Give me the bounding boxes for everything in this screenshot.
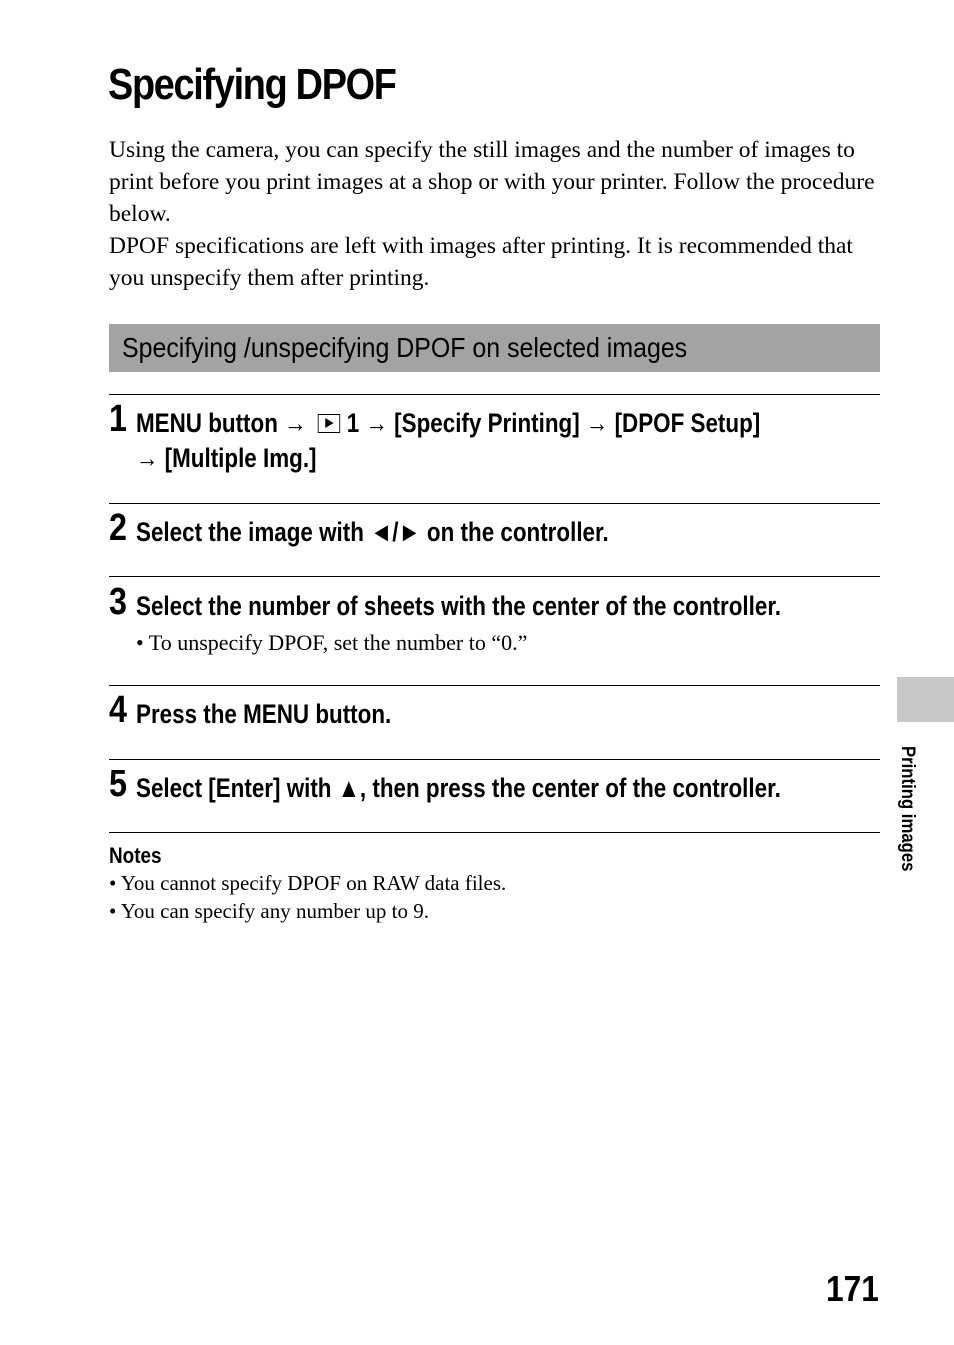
step-number: 4 <box>109 689 127 731</box>
divider <box>109 576 880 577</box>
intro-paragraph: DPOF specifications are left with images after printing. It is recommended that you unspecify them after printing. <box>109 233 853 291</box>
step-5 <box>109 765 880 825</box>
menu-button-label: MENU button <box>136 408 278 438</box>
divider <box>109 503 880 504</box>
divider <box>109 832 880 833</box>
step-text: Press the MENU button. <box>136 699 392 729</box>
step-text: Select the image with ◄/► on the controller. <box>136 517 609 547</box>
section-heading <box>109 324 880 372</box>
multiple-img-label: [Multiple Img.] <box>164 443 317 473</box>
note-item: • You cannot specify DPOF on RAW data files. <box>109 871 507 895</box>
side-tab-marker <box>897 677 954 722</box>
step-text: Select the number of sheets with the center of the controller. <box>136 591 782 621</box>
step-text <box>136 406 900 476</box>
step-text: Select [Enter] with ▲, then press the center of the controller. <box>136 773 781 803</box>
note-item: • You can specify any number up to 9. <box>109 899 429 923</box>
step-number: 3 <box>109 581 127 623</box>
arrow: → <box>585 408 609 438</box>
arrow: → <box>136 443 159 473</box>
step-3 <box>109 583 880 628</box>
playback-menu-icon <box>318 414 340 433</box>
page-number: 171 <box>826 1268 879 1309</box>
side-tab-label-text: Printing images <box>897 746 918 872</box>
step-1 <box>109 400 880 500</box>
section-heading-text: Specifying /unspecifying DPOF on selected images <box>122 332 688 363</box>
page-title: Specifying DPOF <box>108 60 396 109</box>
notes-list <box>109 869 506 925</box>
step-3-bullet: • To unspecify DPOF, set the number to “0.” <box>136 630 528 655</box>
step-number: 2 <box>109 507 127 549</box>
step-4 <box>109 691 880 751</box>
notes-title: Notes <box>109 843 162 868</box>
divider <box>109 394 880 395</box>
step-number: 5 <box>109 763 127 805</box>
step-2 <box>109 509 880 569</box>
divider <box>109 685 880 686</box>
menu-tab-number: 1 <box>346 408 360 438</box>
step-number: 1 <box>109 398 127 440</box>
notes <box>109 843 506 925</box>
specify-printing-label: [Specify Printing] <box>394 408 580 438</box>
intro-text <box>109 134 889 294</box>
arrow: → <box>284 408 307 438</box>
dpof-setup-label: [DPOF Setup] <box>614 408 761 438</box>
divider <box>109 759 880 760</box>
intro-paragraph: Using the camera, you can specify the still images and the number of images to print before you print images at a shop or with your printer. Follow the procedure below. <box>109 137 875 227</box>
arrow: → <box>365 408 388 438</box>
